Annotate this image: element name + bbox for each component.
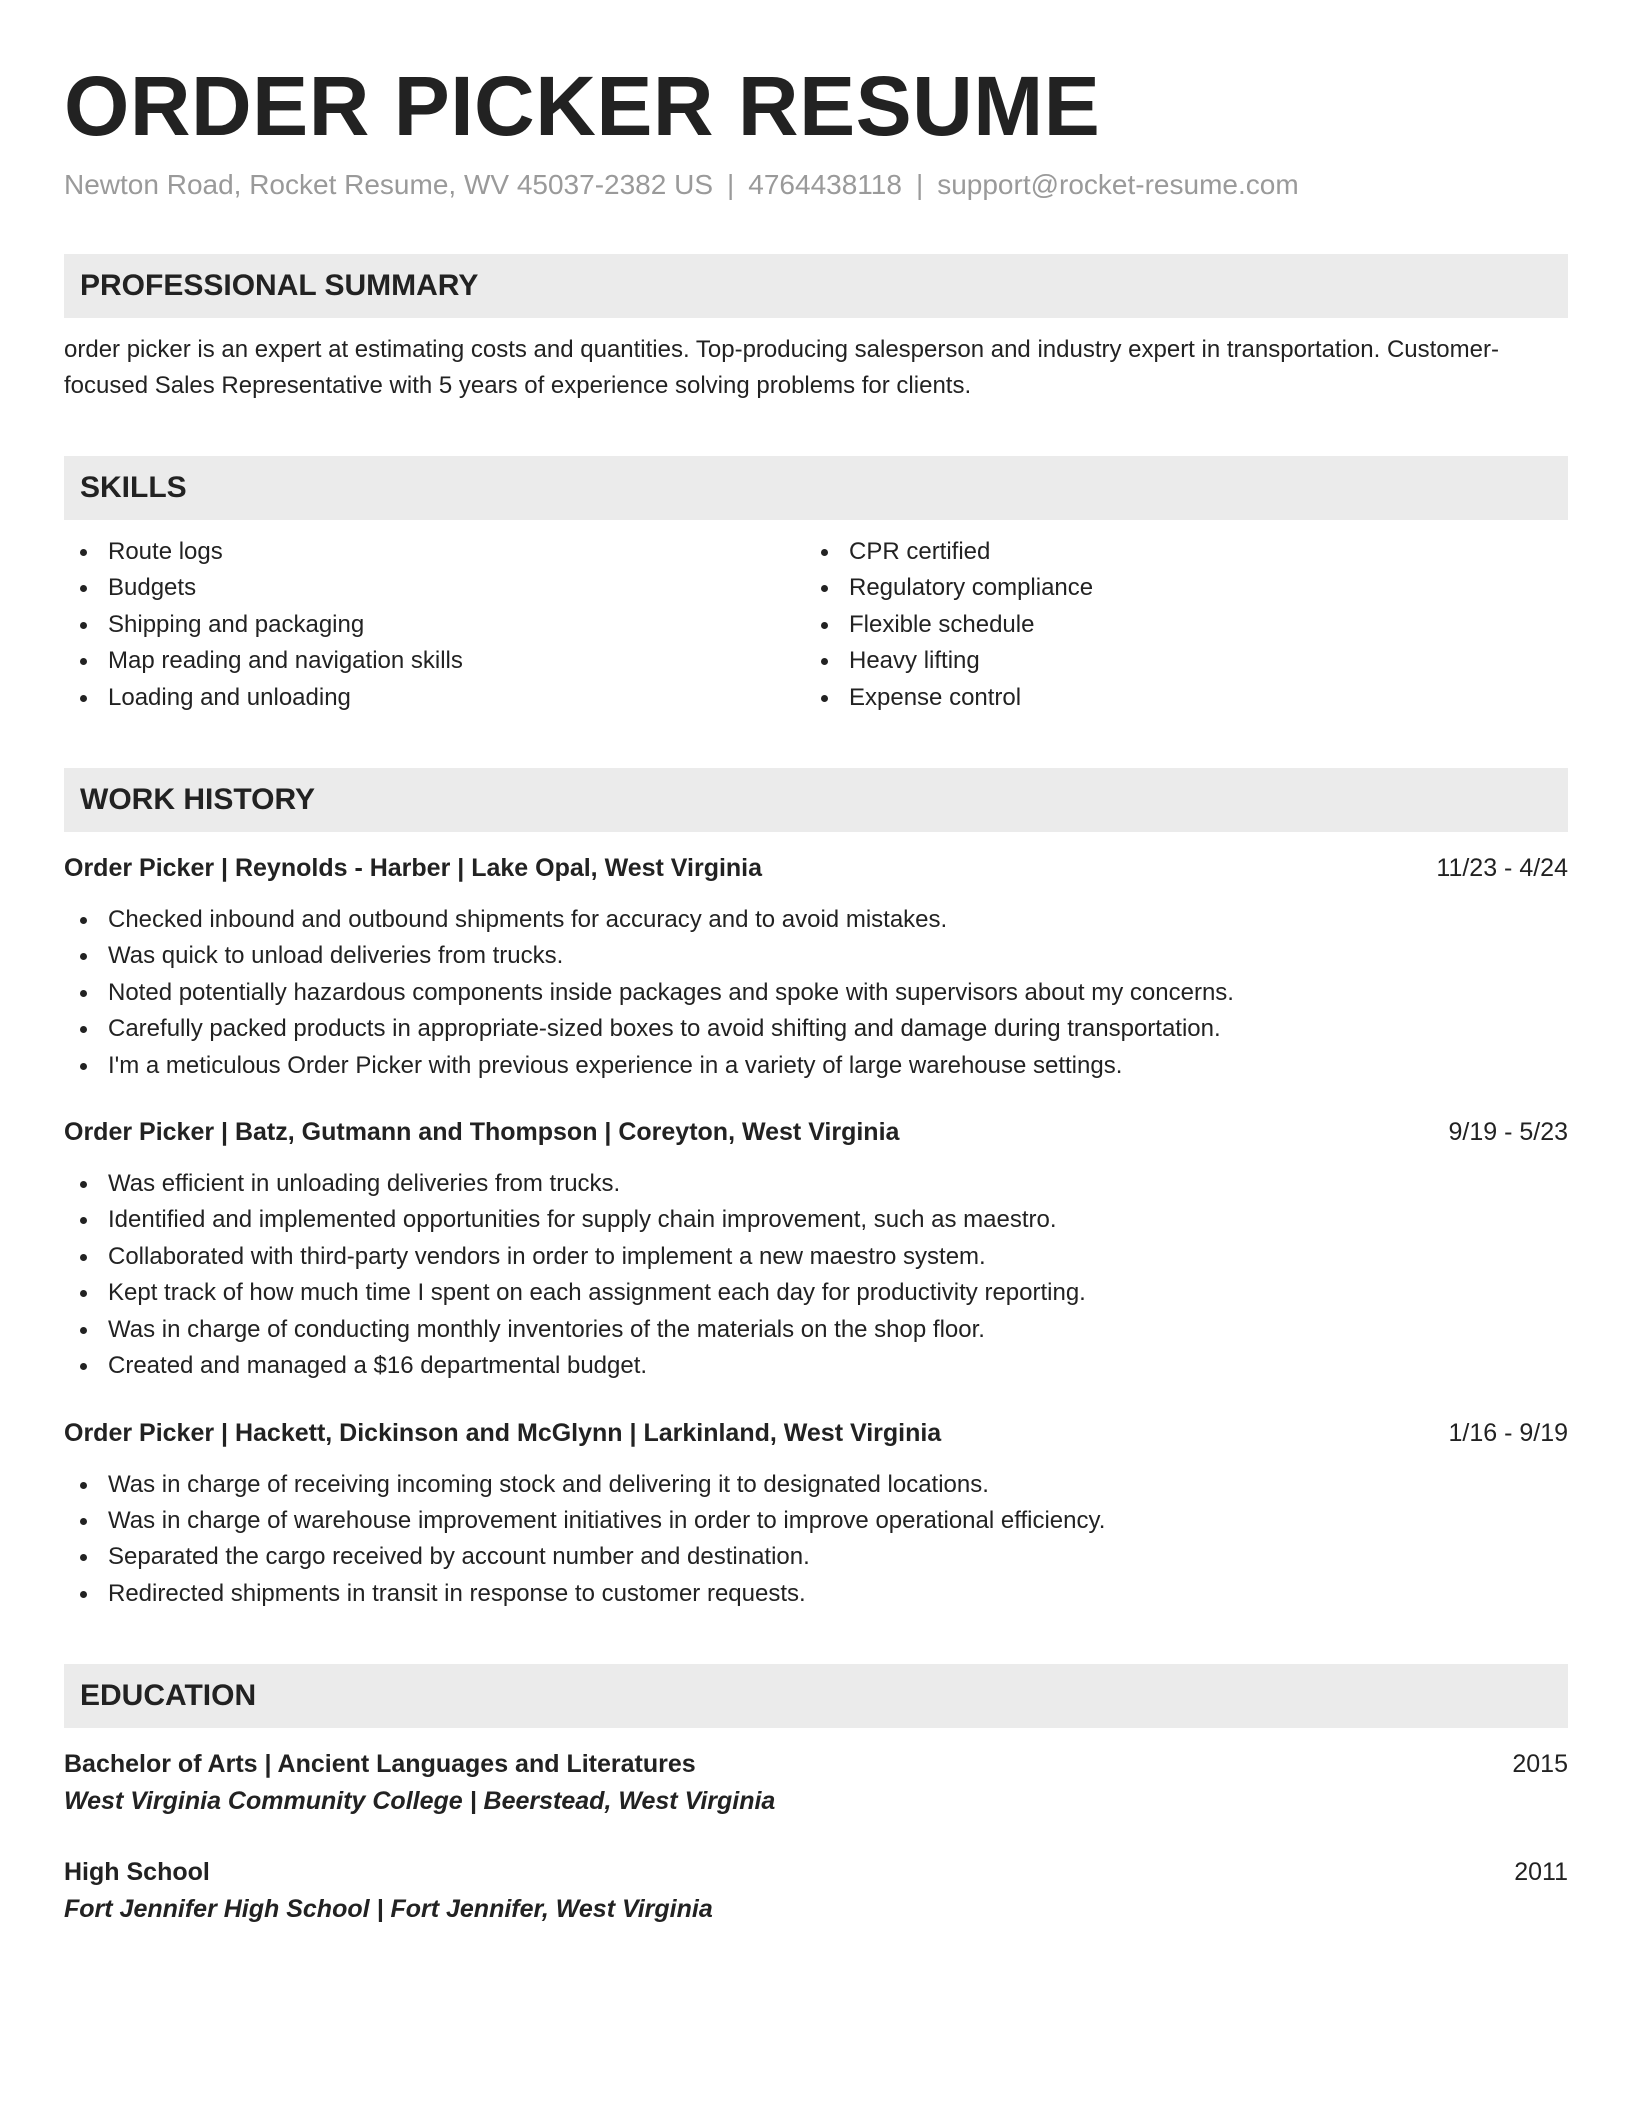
- job-bullets: [64, 1166, 1568, 1384]
- education-entry: [64, 1746, 1568, 1820]
- skill-item: Heavy lifting: [805, 643, 1568, 679]
- job-bullet: Was quick to unload deliveries from trucks.: [64, 938, 1568, 974]
- contact-email: support@rocket-resume.com: [937, 169, 1299, 200]
- job-bullet: Collaborated with third-party vendors in order to implement a new maestro system.: [64, 1239, 1568, 1275]
- job-bullet: Created and managed a $16 departmental budget.: [64, 1348, 1568, 1384]
- skills-list: [64, 534, 1568, 716]
- job-entry: [64, 850, 1568, 1084]
- resume-title: ORDER PICKER RESUME: [64, 59, 1101, 153]
- job-dates: 9/19 - 5/23: [1448, 1118, 1568, 1147]
- contact-address: Newton Road, Rocket Resume, WV 45037-2382 US: [64, 169, 713, 200]
- job-entry: [64, 1415, 1568, 1613]
- job-bullet: Carefully packed products in appropriate-sized boxes to avoid shifting and damage during transportation.: [64, 1011, 1568, 1047]
- job-header: [64, 1114, 1568, 1150]
- skills-column-right: [805, 534, 1568, 716]
- contact-line: [64, 168, 1568, 202]
- job-bullet: Redirected shipments in transit in response to customer requests.: [64, 1576, 1568, 1612]
- job-title: Order Picker | Reynolds - Harber | Lake Opal, West Virginia: [64, 854, 763, 883]
- job-bullet: Separated the cargo received by account number and destination.: [64, 1539, 1568, 1575]
- job-title: Order Picker | Hackett, Dickinson and McGlynn | Larkinland, West Virginia: [64, 1418, 942, 1447]
- job-entry: [64, 1114, 1568, 1384]
- section-heading-education: EDUCATION: [64, 1664, 1568, 1728]
- education-year: 2011: [1514, 1858, 1568, 1887]
- education-degree: Bachelor of Arts | Ancient Languages and Literatures: [64, 1750, 696, 1779]
- skill-item: Route logs: [64, 534, 805, 570]
- job-dates: 1/16 - 9/19: [1448, 1418, 1568, 1447]
- skill-item: Shipping and packaging: [64, 607, 805, 643]
- job-header: [64, 850, 1568, 886]
- skill-item: Budgets: [64, 570, 805, 606]
- skill-item: Loading and unloading: [64, 680, 805, 716]
- education-degree: High School: [64, 1858, 210, 1887]
- education-entry: [64, 1854, 1568, 1928]
- skill-item: Expense control: [805, 680, 1568, 716]
- education-year: 2015: [1512, 1750, 1568, 1779]
- job-title: Order Picker | Batz, Gutmann and Thompson | Coreyton, West Virginia: [64, 1118, 900, 1147]
- job-bullet: I'm a meticulous Order Picker with previous experience in a variety of large warehouse settings.: [64, 1048, 1568, 1084]
- section-heading-summary: PROFESSIONAL SUMMARY: [64, 254, 1568, 318]
- education-school: West Virginia Community College | Beerstead, West Virginia: [64, 1787, 776, 1816]
- job-bullet: Kept track of how much time I spent on each assignment each day for productivity reporting.: [64, 1275, 1568, 1311]
- education-header: [64, 1854, 1568, 1890]
- contact-separator: |: [915, 169, 924, 200]
- education-header: [64, 1746, 1568, 1782]
- job-header: [64, 1415, 1568, 1451]
- section-heading-work-history: WORK HISTORY: [64, 768, 1568, 832]
- job-bullets: [64, 902, 1568, 1084]
- education-school: Fort Jennifer High School | Fort Jennifer, West Virginia: [64, 1895, 713, 1924]
- job-bullet: Checked inbound and outbound shipments for accuracy and to avoid mistakes.: [64, 902, 1568, 938]
- job-dates: 11/23 - 4/24: [1436, 854, 1568, 883]
- section-heading-skills: SKILLS: [64, 456, 1568, 520]
- job-bullet: Identified and implemented opportunities for supply chain improvement, such as maestro.: [64, 1202, 1568, 1238]
- job-bullet: Was in charge of receiving incoming stock and delivering it to designated locations.: [64, 1467, 1568, 1503]
- skills-column-left: [64, 534, 805, 716]
- job-bullet: Noted potentially hazardous components inside packages and spoke with supervisors about my concerns.: [64, 975, 1568, 1011]
- job-bullet: Was efficient in unloading deliveries from trucks.: [64, 1166, 1568, 1202]
- skill-item: Flexible schedule: [805, 607, 1568, 643]
- job-bullet: Was in charge of conducting monthly inventories of the materials on the shop floor.: [64, 1312, 1568, 1348]
- skill-item: CPR certified: [805, 534, 1568, 570]
- contact-separator: |: [727, 169, 735, 200]
- job-bullets: [64, 1467, 1568, 1613]
- summary-text: order picker is an expert at estimating costs and quantities. Top-producing salesperson and industry expert in transportation. Customer-focused Sales Representative with 5 years of experience solving problems for clients.: [64, 336, 1499, 399]
- skill-item: Regulatory compliance: [805, 570, 1568, 606]
- skill-item: Map reading and navigation skills: [64, 643, 805, 679]
- contact-phone: 4764438118: [748, 169, 902, 200]
- job-bullet: Was in charge of warehouse improvement initiatives in order to improve operational efficiency.: [64, 1503, 1568, 1539]
